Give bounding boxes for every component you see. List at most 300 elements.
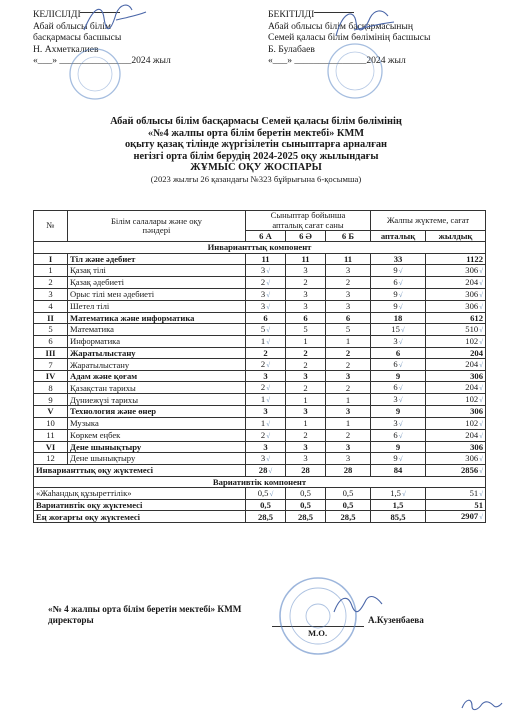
- row-subject-value: Технология және өнер: [70, 406, 157, 417]
- stamp-left-icon: [60, 46, 130, 102]
- row-no-value: 5: [48, 324, 53, 335]
- row-no: [34, 300, 68, 312]
- row-no: [34, 359, 68, 371]
- row-class-c-value: 2: [345, 382, 351, 393]
- row-class-a-value: 2: [263, 348, 268, 359]
- row-subject-value: Шетел тілі: [70, 301, 110, 312]
- row-weekly: [371, 382, 426, 394]
- row-no: [34, 406, 68, 417]
- row-class-a-value: 3: [263, 371, 268, 382]
- row-subject: [68, 429, 246, 441]
- variative-total-row-class-c-value: 0,5: [342, 499, 354, 510]
- row-class-c: [326, 288, 371, 300]
- row-no-value: 10: [46, 418, 55, 428]
- check-mark-icon: √: [398, 396, 403, 405]
- row-class-c-value: 6: [345, 312, 351, 323]
- row-yearly: [426, 323, 486, 335]
- check-mark-icon: √: [479, 361, 483, 370]
- row-class-c-value: 3: [345, 441, 351, 452]
- row-weekly: [371, 253, 426, 264]
- row-class-c: [326, 429, 371, 441]
- row-no: [34, 371, 68, 382]
- row-class-a-value: 3: [260, 288, 266, 299]
- row-class-c-value: 11: [343, 253, 353, 264]
- invariant-total-row-class-c-value: 28: [343, 465, 353, 476]
- check-mark-icon: √: [479, 466, 483, 475]
- row-subject: [68, 276, 246, 288]
- variative-total-row-class-b-value: 0,5: [300, 499, 311, 510]
- row-class-c: [326, 300, 371, 312]
- max-total-row-weekly: [371, 511, 426, 523]
- row-class-c: [326, 323, 371, 335]
- invariant-total-row-weekly: [371, 464, 426, 476]
- max-total-row-yearly: [426, 511, 486, 523]
- row-class-a: [246, 382, 286, 394]
- row-class-a: [246, 264, 286, 276]
- variative-total-row-class-c: [326, 499, 371, 510]
- table-row: [34, 429, 486, 441]
- row-weekly: [371, 452, 426, 464]
- row-no: [34, 288, 68, 300]
- invariant-total-row-class-b-value: 28: [301, 465, 310, 476]
- page-initials-icon: [458, 694, 504, 716]
- row-weekly-value: 6: [393, 382, 398, 393]
- row-class-b-value: 2: [303, 359, 308, 370]
- max-total-row-class-c-value: 28,5: [340, 511, 356, 522]
- row-weekly-value: 9: [395, 406, 401, 417]
- row-yearly-value: 306: [465, 300, 479, 311]
- check-mark-icon: √: [266, 302, 271, 311]
- row-class-a: [246, 323, 286, 335]
- row-class-a-value: 2: [260, 359, 266, 370]
- table-row: [34, 417, 486, 429]
- table-row: [34, 452, 486, 464]
- check-mark-icon: √: [266, 361, 271, 370]
- row-weekly: [371, 300, 426, 312]
- row-no: [34, 312, 68, 323]
- row-no: [34, 335, 68, 347]
- invariant-heading: Инварианттық компонент: [34, 242, 486, 253]
- row-yearly: [426, 359, 486, 371]
- variative-total-row-weekly: [371, 499, 426, 510]
- table-row: [34, 441, 486, 452]
- check-mark-icon: √: [266, 337, 271, 346]
- row-class-b-value: 3: [303, 453, 308, 464]
- row-yearly-value: 102: [465, 394, 479, 405]
- row-class-b: [286, 359, 326, 371]
- approval-left-line-2: басқармасы басшысы: [33, 32, 122, 44]
- row-weekly: [371, 359, 426, 371]
- table-row: [34, 394, 486, 406]
- row-subject-value: Жаратылыстану: [70, 348, 136, 359]
- check-mark-icon: √: [398, 431, 403, 440]
- row-yearly-value: 204: [470, 348, 483, 359]
- row-weekly-value: 3: [393, 335, 398, 346]
- row-weekly-value: 3: [393, 394, 398, 405]
- check-mark-icon: √: [401, 489, 406, 498]
- row-subject-value: Қазақ әдебиеті: [70, 277, 125, 288]
- check-mark-icon: √: [479, 278, 483, 287]
- variative-total-row-label: [34, 499, 246, 510]
- row-weekly: [371, 429, 426, 441]
- row-class-b: [286, 300, 326, 312]
- approval-left-line-1: Абай облысы білім: [33, 20, 111, 32]
- variative-total-row-class-b: [286, 499, 326, 510]
- row-yearly: [426, 429, 486, 441]
- row-class-c: [326, 312, 371, 323]
- check-mark-icon: √: [268, 466, 273, 475]
- row-class-a-value: 1: [260, 417, 266, 428]
- row-class-a-value: 2: [260, 276, 266, 287]
- row-class-b: [286, 253, 326, 264]
- row-subject-value: Математика және информатика: [70, 312, 195, 323]
- curriculum-table: [33, 210, 486, 523]
- approval-right-heading: БЕКІТІЛДІ: [268, 9, 315, 20]
- row-weekly-value: 9: [393, 452, 398, 463]
- row-class-c-value: 2: [345, 277, 351, 288]
- row-class-b: [286, 441, 326, 452]
- section-row-invariant: [34, 242, 486, 253]
- row-class-c-value: 3: [345, 301, 351, 312]
- row-no-value: 2: [48, 277, 53, 288]
- row-yearly: [426, 264, 486, 276]
- row-no-value: 4: [48, 301, 53, 312]
- check-mark-icon: √: [398, 302, 403, 311]
- variative-row-label-value: «Жаһандық құзыреттілік»: [36, 488, 132, 499]
- invariant-total-row-class-c: [326, 464, 371, 476]
- row-class-b: [286, 264, 326, 276]
- check-mark-icon: √: [269, 489, 274, 498]
- row-yearly: [426, 276, 486, 288]
- row-class-b-value: 1: [303, 336, 308, 347]
- row-subject: [68, 406, 246, 417]
- row-class-c-value: 1: [345, 394, 351, 405]
- check-mark-icon: √: [479, 513, 483, 522]
- check-mark-icon: √: [398, 278, 403, 287]
- check-mark-icon: √: [266, 419, 271, 428]
- row-subject: [68, 264, 246, 276]
- variative-row-class-a: [246, 487, 286, 499]
- row-class-c: [326, 253, 371, 264]
- row-class-b-value: 3: [303, 301, 308, 312]
- check-mark-icon: √: [266, 454, 271, 463]
- row-no: [34, 382, 68, 394]
- row-weekly: [371, 371, 426, 382]
- row-class-c-value: 1: [345, 418, 351, 428]
- variative-row: [34, 487, 486, 499]
- row-subject-value: Адам және қоғам: [70, 371, 138, 382]
- row-subject: [68, 300, 246, 312]
- variative-row-class-c: [326, 487, 371, 499]
- max-total-row-label-value: Ең жоғарғы оқу жүктемесі: [36, 511, 141, 522]
- table-row: [34, 371, 486, 382]
- row-yearly-value: 1122: [466, 253, 483, 264]
- row-class-b-value: 11: [301, 253, 310, 264]
- row-class-b-value: 1: [303, 418, 308, 428]
- row-class-a: [246, 394, 286, 406]
- header-class-b: 6 Ә: [286, 231, 326, 242]
- title-line-1: Абай облысы білім басқармасы Семей қаласы білім бөлімінің: [110, 116, 402, 127]
- row-no: [34, 441, 68, 452]
- max-total-row-label: [34, 511, 246, 523]
- row-no: [34, 347, 68, 358]
- variative-row-yearly-value: 51: [469, 487, 479, 498]
- row-no-value: IV: [45, 371, 56, 382]
- table-row: [34, 347, 486, 358]
- footer-block: [48, 604, 241, 626]
- row-yearly: [426, 371, 486, 382]
- row-no-value: 7: [48, 359, 53, 370]
- row-subject-value: Жаратылыстану: [70, 359, 130, 370]
- row-class-b-value: 5: [303, 324, 308, 335]
- row-weekly: [371, 323, 426, 335]
- row-class-b: [286, 417, 326, 429]
- title-line-5: ЖҰМЫС ОҚУ ЖОСПАРЫ: [190, 162, 322, 174]
- row-yearly: [426, 441, 486, 452]
- row-class-c-value: 5: [345, 324, 351, 335]
- row-yearly-value: 306: [470, 441, 483, 452]
- check-mark-icon: √: [398, 454, 403, 463]
- check-mark-icon: √: [479, 325, 483, 334]
- variative-total-row-yearly-value: 51: [474, 499, 483, 510]
- row-class-b-value: 2: [303, 430, 308, 440]
- row-yearly: [426, 452, 486, 464]
- row-class-a: [246, 335, 286, 347]
- variative-row-class-c-value: 0,5: [342, 488, 354, 499]
- row-subject-value: Музыка: [70, 418, 99, 428]
- row-class-b-value: 6: [303, 312, 308, 323]
- row-class-b-value: 3: [303, 441, 308, 452]
- row-class-c-value: 2: [345, 348, 351, 359]
- row-weekly-value: 6: [393, 429, 398, 440]
- row-yearly-value: 204: [465, 276, 479, 287]
- row-weekly: [371, 335, 426, 347]
- check-mark-icon: √: [266, 431, 271, 440]
- header-class-c: 6 Б: [326, 231, 371, 242]
- table-header-row: [34, 211, 486, 231]
- row-subject: [68, 253, 246, 264]
- row-weekly-value: 3: [393, 417, 398, 428]
- header-total: Жалпы жүктеме, сағат: [371, 211, 486, 231]
- header-subject: Білім салалары және оқу пәндері: [68, 211, 246, 242]
- variative-row-label: [34, 487, 246, 499]
- row-weekly: [371, 406, 426, 417]
- variative-row-weekly-value: 1,5: [390, 487, 401, 498]
- row-class-b: [286, 452, 326, 464]
- approval-right-line-1: Абай облысы білім басқармасының: [268, 20, 414, 32]
- check-mark-icon: √: [266, 384, 271, 393]
- row-class-c: [326, 441, 371, 452]
- row-subject-value: Дүниежүзі тарихы: [70, 394, 138, 405]
- row-class-c-value: 1: [345, 336, 351, 347]
- check-mark-icon: √: [266, 278, 271, 287]
- row-yearly-value: 306: [470, 371, 483, 382]
- table-row: [34, 323, 486, 335]
- row-no-value: VI: [45, 441, 56, 452]
- row-no: [34, 417, 68, 429]
- row-subject: [68, 359, 246, 371]
- row-class-a: [246, 452, 286, 464]
- variative-total-row-class-a-value: 0,5: [260, 499, 271, 510]
- row-class-b: [286, 394, 326, 406]
- row-no-value: III: [45, 348, 56, 359]
- check-mark-icon: √: [479, 431, 483, 440]
- row-subject-value: Тіл және әдебиет: [70, 253, 136, 264]
- row-weekly: [371, 276, 426, 288]
- check-mark-icon: √: [479, 337, 483, 346]
- row-yearly-value: 102: [465, 335, 479, 346]
- row-class-b: [286, 276, 326, 288]
- row-no-value: I: [48, 253, 53, 264]
- row-class-a-value: 3: [260, 300, 266, 311]
- row-weekly: [371, 441, 426, 452]
- check-mark-icon: √: [479, 302, 483, 311]
- row-no-value: 11: [46, 430, 55, 440]
- title-line-2: «№4 жалпы орта білім беретін мектебі» КММ: [147, 127, 365, 139]
- table-row: [34, 335, 486, 347]
- check-mark-icon: √: [398, 290, 403, 299]
- row-weekly-value: 18: [393, 312, 403, 323]
- director-signature-icon: [330, 590, 386, 620]
- max-total-row-class-a: [246, 511, 286, 523]
- row-weekly-value: 6: [395, 348, 401, 359]
- header-weekly: Сыныптар бойынша апталық сағат саны: [246, 211, 371, 231]
- row-class-b-value: 2: [303, 277, 308, 288]
- row-yearly: [426, 253, 486, 264]
- row-class-a-value: 5: [260, 323, 266, 334]
- row-yearly: [426, 300, 486, 312]
- header-yearly: жылдық: [426, 231, 486, 242]
- row-class-a-value: 3: [260, 452, 266, 463]
- row-no-value: 6: [48, 336, 53, 347]
- row-class-b-value: 3: [303, 289, 308, 300]
- approval-left-heading: КЕЛІСІЛДІ: [33, 9, 81, 20]
- row-weekly-value: 15: [391, 323, 400, 334]
- invariant-total-row-label: [34, 464, 246, 476]
- row-class-a-value: 3: [260, 264, 266, 275]
- row-weekly: [371, 264, 426, 276]
- row-subject: [68, 288, 246, 300]
- row-subject: [68, 371, 246, 382]
- invariant-total-row-class-b: [286, 464, 326, 476]
- row-no-value: 3: [48, 289, 53, 300]
- row-weekly-value: 9: [395, 371, 401, 382]
- check-mark-icon: √: [398, 361, 403, 370]
- row-subject-value: Қазақ тілі: [70, 265, 106, 276]
- header-weekly-total: апталық: [371, 231, 426, 242]
- header-class-a: 6 А: [246, 231, 286, 242]
- check-mark-icon: √: [398, 419, 403, 428]
- row-class-c: [326, 406, 371, 417]
- title-line-4: негізгі орта білім берудің 2024-2025 оқу жылындағы: [133, 150, 379, 162]
- table-row: [34, 264, 486, 276]
- variative-row-weekly: [371, 487, 426, 499]
- row-class-b: [286, 323, 326, 335]
- row-subject: [68, 394, 246, 406]
- row-class-a: [246, 359, 286, 371]
- row-class-b-value: 3: [303, 406, 308, 417]
- section-row-variative: [34, 476, 486, 487]
- row-weekly-value: 6: [393, 359, 398, 370]
- title-line-3: оқыту қазақ тілінде жүргізілетін сыныптарға арналған: [124, 139, 388, 151]
- row-subject-value: Математика: [70, 324, 114, 335]
- row-no-value: V: [47, 406, 54, 417]
- row-weekly: [371, 312, 426, 323]
- row-yearly: [426, 394, 486, 406]
- row-class-a-value: 2: [260, 429, 266, 440]
- footer-line-1: «№ 4 жалпы орта білім беретін мектебі» КММ: [48, 604, 242, 614]
- row-no: [34, 323, 68, 335]
- row-class-a: [246, 300, 286, 312]
- row-class-a-value: 1: [260, 394, 266, 405]
- row-weekly: [371, 394, 426, 406]
- row-yearly-value: 204: [465, 429, 479, 440]
- row-class-c-value: 3: [345, 453, 351, 464]
- row-class-c: [326, 417, 371, 429]
- row-subject: [68, 382, 246, 394]
- check-mark-icon: √: [479, 454, 483, 463]
- variative-total-row-class-a: [246, 499, 286, 510]
- row-class-c: [326, 382, 371, 394]
- row-class-c-value: 2: [345, 359, 351, 370]
- table-row: [34, 312, 486, 323]
- row-subject: [68, 347, 246, 358]
- row-class-a-value: 11: [261, 253, 270, 264]
- check-mark-icon: √: [266, 396, 271, 405]
- row-class-a-value: 6: [263, 312, 268, 323]
- header-no: №: [34, 211, 68, 242]
- row-class-c: [326, 452, 371, 464]
- row-class-a: [246, 441, 286, 452]
- table-row: [34, 300, 486, 312]
- row-yearly-value: 612: [470, 312, 483, 323]
- row-class-c: [326, 359, 371, 371]
- max-total-row-weekly-value: 85,5: [390, 511, 406, 522]
- row-subject: [68, 452, 246, 464]
- row-no-value: 12: [46, 453, 55, 464]
- variative-total-row-label-value: Вариативтік оқу жүктемесі: [36, 499, 143, 510]
- invariant-total-row-class-a-value: 28: [258, 464, 268, 475]
- check-mark-icon: √: [479, 489, 483, 498]
- max-total-row: [34, 511, 486, 523]
- row-no: [34, 264, 68, 276]
- row-weekly-value: 9: [393, 300, 398, 311]
- row-class-b-value: 2: [303, 382, 308, 393]
- row-class-b: [286, 406, 326, 417]
- approval-left-date: «___» _______________2024 жыл: [33, 55, 171, 67]
- invariant-total-row-weekly-value: 84: [393, 465, 403, 476]
- row-no: [34, 394, 68, 406]
- row-class-a: [246, 406, 286, 417]
- check-mark-icon: √: [266, 290, 271, 299]
- row-class-b: [286, 371, 326, 382]
- table-row: [34, 406, 486, 417]
- invariant-total-row: [34, 464, 486, 476]
- row-yearly: [426, 312, 486, 323]
- max-total-row-class-b: [286, 511, 326, 523]
- table-row: [34, 359, 486, 371]
- footer-line-2: директоры: [48, 615, 94, 625]
- row-subject-value: Дене шынықтыру: [70, 441, 142, 452]
- row-yearly-value: 306: [470, 406, 483, 417]
- max-total-row-class-a-value: 28,5: [257, 511, 274, 522]
- row-subject-value: Қазақстан тарихы: [70, 382, 136, 393]
- row-class-c-value: 3: [345, 406, 351, 417]
- table-row: [34, 253, 486, 264]
- row-class-a: [246, 253, 286, 264]
- table-row: [34, 382, 486, 394]
- row-yearly: [426, 347, 486, 358]
